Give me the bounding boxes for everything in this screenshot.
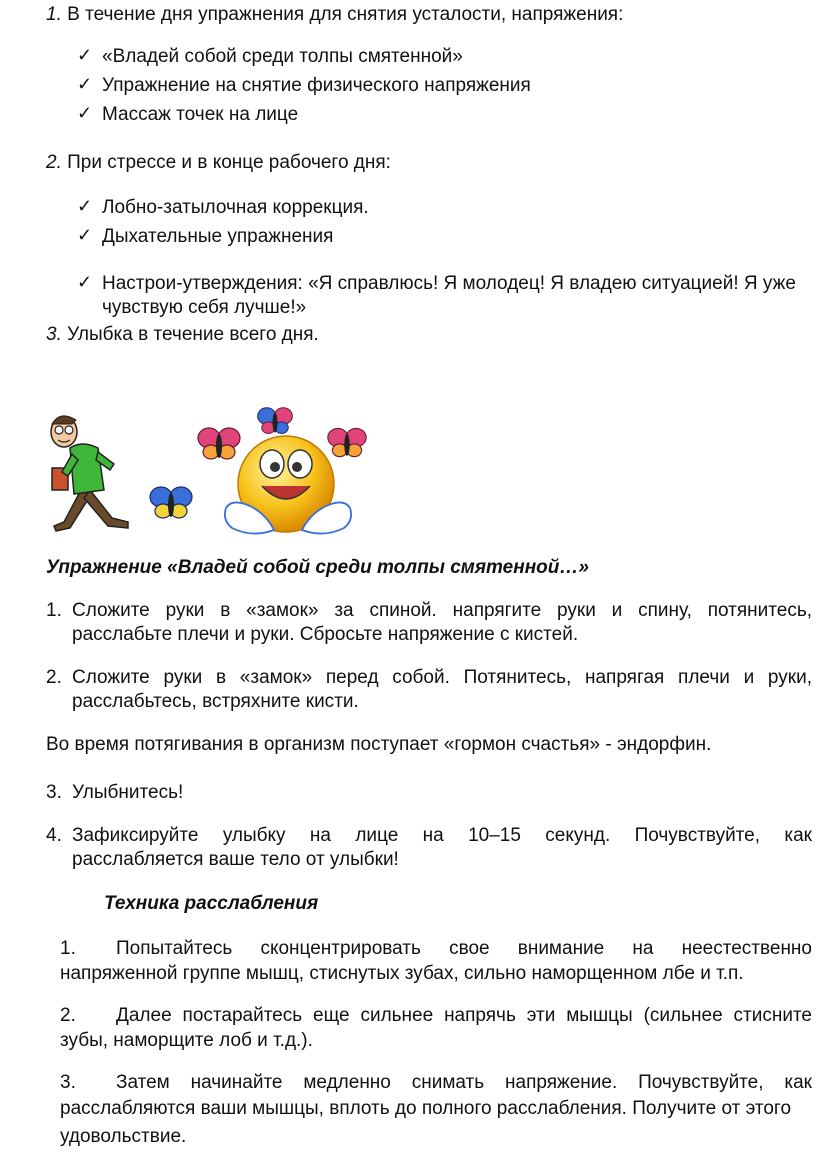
section2-title: При стрессе и в конце рабочего дня: <box>61 152 391 173</box>
technique-title: Техника расслабления <box>104 893 319 914</box>
walking-man-illustration <box>42 410 132 535</box>
step-line: напряженной группе мышц, стиснутых зубах, сильно наморщенном лбе и т.п. <box>60 963 744 984</box>
step-number: 3. <box>60 1072 76 1093</box>
step-line: зубы, наморщите лоб и т.д.). <box>60 1030 313 1051</box>
section1-title: В течение дня упражнения для снятия усталости, напряжения: <box>61 4 624 25</box>
step-line: расслабляется ваше тело от улыбки! <box>72 849 399 870</box>
list-item: Лобно-затылочная коррекция. <box>102 197 369 218</box>
step-number: 1. <box>46 600 62 621</box>
check-icon: ✓ <box>77 45 93 65</box>
section3-number: 3. <box>46 324 62 345</box>
step-line: Затем начинайте медленно снимать напряжение. Почувствуйте, как <box>116 1072 812 1093</box>
exercise-title: Упражнение «Владей собой среди толпы смятенной…» <box>46 557 589 578</box>
list-item: Упражнение на снятие физического напряжения <box>102 75 531 96</box>
section1-number: 1. <box>46 4 62 25</box>
section2-heading <box>46 151 391 175</box>
list-item-affirm-line1: Настрои-утверждения: «Я справлюсь! Я молодец! Я владею ситуацией! Я уже <box>102 273 796 294</box>
check-icon: ✓ <box>77 225 93 245</box>
section3-heading <box>46 323 319 347</box>
step-line: Улыбнитесь! <box>72 782 184 803</box>
step-line: Сложите руки в «замок» перед собой. Потянитесь, напрягая плечи и руки, <box>72 667 812 688</box>
section2-number: 2. <box>46 152 62 173</box>
step-number: 4. <box>46 825 62 846</box>
butterfly-icon <box>148 483 194 523</box>
step-line: расслабляются ваши мышцы, вплоть до полного расслабления. Получите от этого <box>60 1098 792 1119</box>
list-item: Дыхательные упражнения <box>102 226 334 247</box>
step-number: 2. <box>46 667 62 688</box>
list-item: «Владей собой среди толпы смятенной» <box>102 46 463 67</box>
step-line: Далее постарайтесь еще сильнее напрячь эти мышцы (сильнее стисните <box>116 1005 812 1026</box>
check-icon: ✓ <box>77 196 93 216</box>
list-item-affirm-line2: чувствую себя лучше!» <box>102 297 307 318</box>
section3-title: Улыбка в течение всего дня. <box>61 324 319 345</box>
check-icon: ✓ <box>77 103 93 123</box>
check-icon: ✓ <box>77 272 93 292</box>
butterfly-icon <box>256 404 294 438</box>
step-number: 1. <box>60 938 76 959</box>
section1-heading <box>46 3 623 27</box>
step-line: удовольствие. <box>60 1126 187 1147</box>
step-line: Сложите руки в «замок» за спиной. напрягите руки и спину, потянитесь, <box>72 600 812 621</box>
step-line: Попытайтесь сконцентрировать свое внимание на неестественно <box>116 938 812 959</box>
step-line: расслабьте плечи и руки. Сбросьте напряжение с кистей. <box>72 624 579 645</box>
smiley-icon <box>222 434 354 538</box>
exercise-note: Во время потягивания в организм поступает «гормон счастья» - эндорфин. <box>46 734 712 755</box>
step-number: 2. <box>60 1005 76 1026</box>
list-item: Массаж точек на лице <box>102 104 299 125</box>
step-line: Зафиксируйте улыбку на лице на 10–15 секунд. Почувствуйте, как <box>72 825 812 846</box>
step-number: 3. <box>46 782 62 803</box>
step-line: расслабьтесь, встряхните кисти. <box>72 691 359 712</box>
check-icon: ✓ <box>77 74 93 94</box>
